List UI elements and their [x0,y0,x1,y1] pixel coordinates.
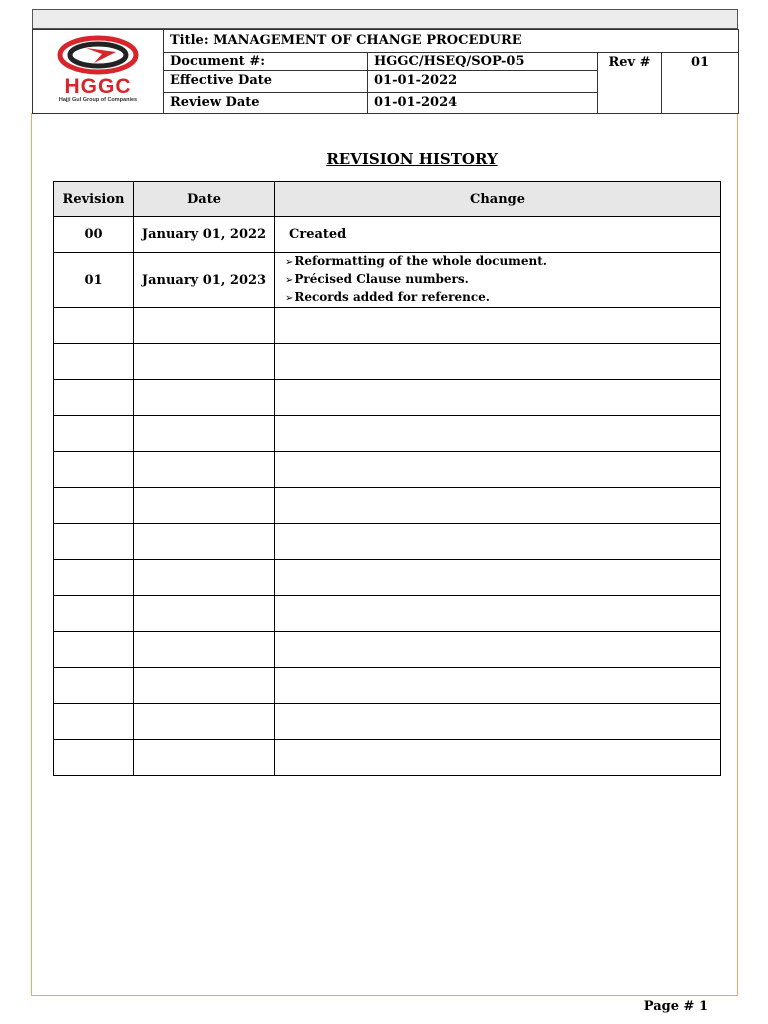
empty-table-row [54,344,721,380]
empty-table-row [54,308,721,344]
empty-table-row [54,704,721,740]
empty-table-row [54,632,721,668]
empty-table-row [54,452,721,488]
empty-cell [134,416,275,452]
column-header-change: Change [275,182,721,217]
empty-cell [275,632,721,668]
empty-cell [54,488,134,524]
table-row [54,217,721,253]
empty-cell [134,668,275,704]
effective-date-value: 01-01-2022 [368,71,598,92]
change-text: Précised Clause numbers. [294,272,469,286]
empty-cell [134,452,275,488]
empty-cell [54,740,134,776]
top-banner-bar [32,9,738,29]
empty-cell [275,668,721,704]
empty-cell [54,452,134,488]
empty-cell [275,344,721,380]
review-date-value: 01-01-2024 [368,92,598,113]
empty-cell [54,308,134,344]
empty-cell [275,452,721,488]
empty-cell [54,632,134,668]
column-header-date: Date [134,182,275,217]
arrow-bullet-icon: ➢ [285,257,294,268]
empty-cell [134,740,275,776]
company-logo [38,33,158,111]
effective-date-label: Effective Date [164,71,368,92]
column-header-revision: Revision [54,182,134,217]
change-cell [275,253,721,308]
empty-cell [134,704,275,740]
date-cell: January 01, 2022 [134,217,275,253]
document-number-label: Document #: [164,53,368,71]
revision-cell: 01 [54,253,134,308]
document-header [32,29,739,114]
empty-cell [134,524,275,560]
logo-tagline: Hajji Gul Group of Companies [58,96,138,103]
change-text: Reformatting of the whole document. [294,254,547,268]
change-cell: Created [275,217,721,253]
review-date-label: Review Date [164,92,368,113]
empty-cell [275,380,721,416]
empty-cell [134,488,275,524]
empty-cell [275,524,721,560]
rev-value: 01 [662,53,739,114]
empty-cell [134,596,275,632]
empty-table-row [54,380,721,416]
empty-cell [134,344,275,380]
revision-history-table [53,181,721,776]
rev-label: Rev # [598,53,662,114]
empty-cell [54,560,134,596]
revision-cell: 00 [54,217,134,253]
empty-cell [275,308,721,344]
arrow-bullet-icon: ➢ [285,275,294,286]
empty-table-row [54,596,721,632]
section-title: REVISION HISTORY [326,150,498,168]
empty-cell [54,380,134,416]
empty-cell [275,740,721,776]
logo-wordmark: HGGC [64,74,132,98]
empty-cell [54,416,134,452]
document-title: Title: MANAGEMENT OF CHANGE PROCEDURE [164,30,739,53]
change-list-item [285,253,720,271]
date-cell: January 01, 2023 [134,253,275,308]
empty-cell [134,632,275,668]
empty-cell [54,524,134,560]
empty-table-row [54,416,721,452]
change-list-item [285,289,720,307]
arrow-bullet-icon: ➢ [285,293,294,304]
empty-rows-group [54,308,721,776]
change-text: Records added for reference. [294,290,490,304]
empty-cell [54,344,134,380]
empty-cell [134,380,275,416]
change-list-item [285,271,720,289]
empty-table-row [54,560,721,596]
document-number-value: HGGC/HSEQ/SOP-05 [368,53,598,71]
empty-cell [134,308,275,344]
empty-cell [134,560,275,596]
empty-cell [275,560,721,596]
empty-table-row [54,488,721,524]
empty-table-row [54,668,721,704]
empty-cell [275,596,721,632]
empty-cell [54,596,134,632]
empty-table-row [54,524,721,560]
empty-cell [275,416,721,452]
table-row [54,253,721,308]
empty-cell [54,704,134,740]
empty-cell [54,668,134,704]
logo-cell [33,30,164,114]
page-number: Page # 1 [643,999,708,1014]
empty-table-row [54,740,721,776]
empty-cell [275,488,721,524]
empty-cell [275,704,721,740]
